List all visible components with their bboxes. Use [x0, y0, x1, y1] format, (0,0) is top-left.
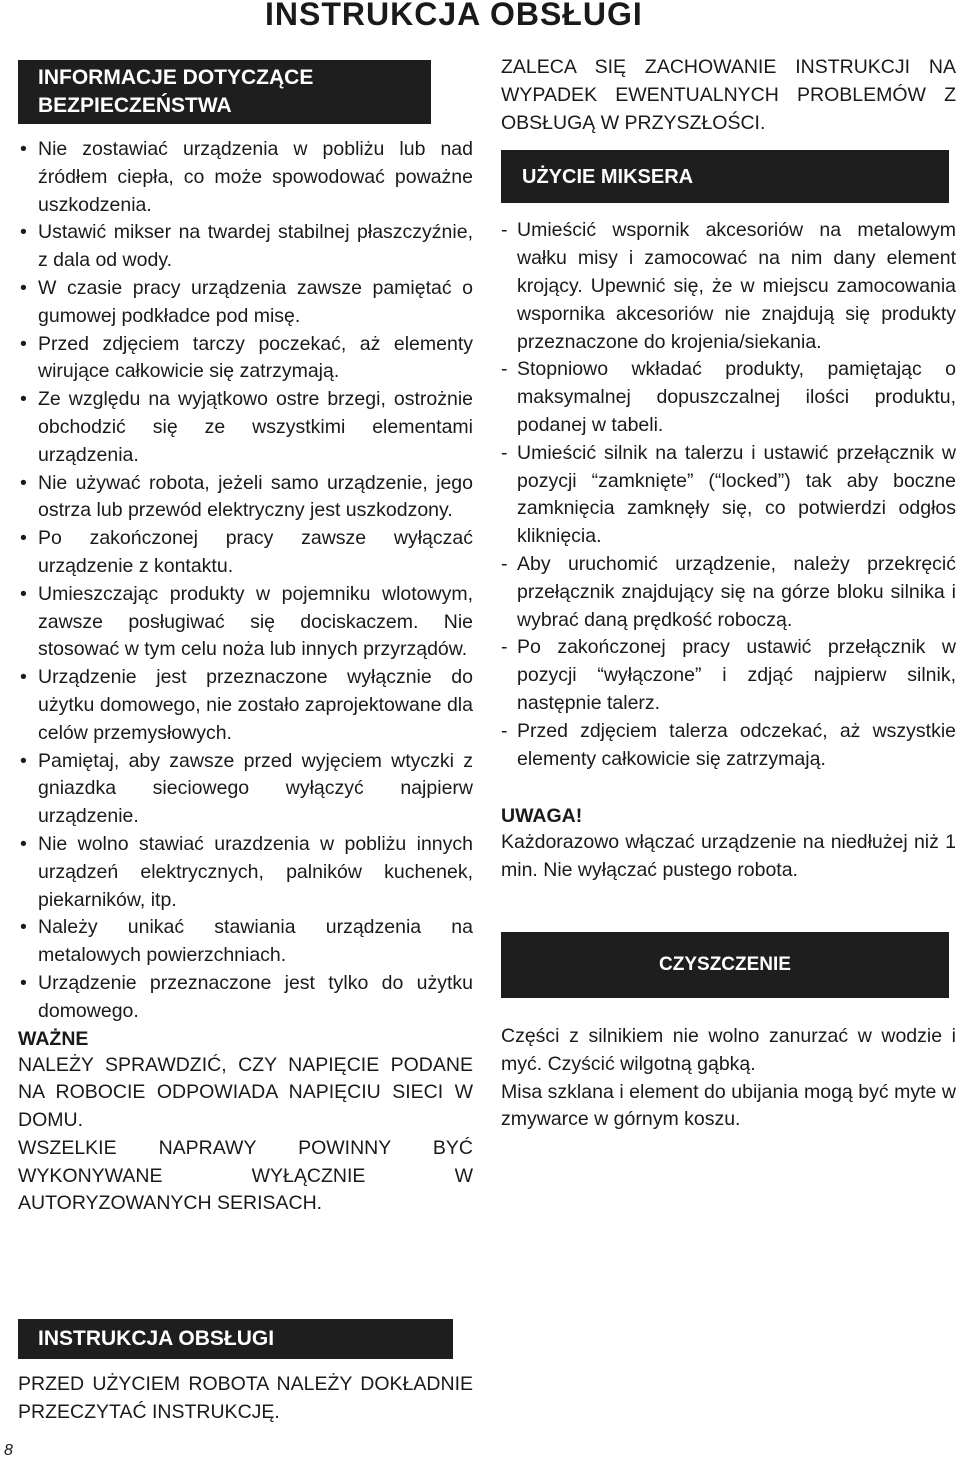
safety-list	[18, 136, 473, 1026]
list-item: • Urządzenie przeznaczone jest tylko do użytku domowego.	[18, 970, 473, 1026]
cleaning-text-motor: Części z silnikiem nie wolno zanurzać w wodzie i myć. Czyścić wilgotną gąbką.	[501, 1024, 956, 1075]
cleaning-text-dishwasher: Misa szklana i element do ubijania mogą być myte w zmywarce w górnym koszu.	[501, 1080, 956, 1131]
list-item: - Po zakończonej pracy ustawić przełącznik w pozycji “wyłączone” i zdjąć najpierw silnik, następnie talerz.	[501, 634, 956, 717]
list-item: • Nie zostawiać urządzenia w pobliżu lub nad źródłem ciepła, co może spowodować poważne uszkodzenia.	[18, 136, 473, 219]
right-column	[501, 54, 956, 1134]
list-item: - Stopniowo wkładać produkty, pamiętając o maksymalnej dopuszczalnej ilości produktu, podanej w tabeli.	[501, 356, 956, 439]
list-item: • Urządzenie jest przeznaczone wyłącznie do użytku domowego, nie zostało zaprojektowane dla celów przemysłowych.	[18, 664, 473, 747]
list-item: • Ze względu na wyjątkowo ostre brzegi, ostrożnie obchodzić się ze wszystkimi elementami urządzenia.	[18, 386, 473, 469]
instructions-heading: INSTRUKCJA OBSŁUGI	[18, 1319, 453, 1359]
warning-text: Każdorazowo włączać urządzenie na niedłużej niż 1 min. Nie wyłączać pustego robota.	[501, 831, 956, 882]
important-label: WAŻNE	[18, 1027, 89, 1050]
important-text-repairs: WSZELKIE NAPRAWY POWINNY BYĆ WYKONYWANE WYŁĄCZNIE W AUTORYZOWANYCH SERISACH.	[18, 1136, 473, 1215]
list-item: - Przed zdjęciem talerza odczekać, aż wszystkie elementy całkowicie się zatrzymają.	[501, 718, 956, 774]
list-item: • Umieszczając produkty w pojemniku wlotowym, zawsze posługiwać się dociskaczem. Nie stosować w tym celu noża lub innych przyrządów.	[18, 581, 473, 664]
page-number: 8	[4, 1442, 13, 1459]
list-item: • Ustawić mikser na twardej stabilnej płaszczyźnie, z dala od wody.	[18, 219, 473, 275]
safety-heading-line2: BEZPIECZEŃSTWA	[38, 94, 232, 117]
list-item: • Należy unikać stawiania urządzenia na metalowych powierzchniach.	[18, 914, 473, 970]
list-item: • Nie używać robota, jeżeli samo urządzenie, jego ostrza lub przewód elektryczny jest uszkodzony.	[18, 470, 473, 526]
list-item: • Nie wolno stawiać urazdzenia w pobliżu innych urządzeń elektrycznych, palników kuchenek, piekarników, itp.	[18, 831, 473, 914]
list-item: - Umieścić wspornik akcesoriów na metalowym wałku misy i zamocować na nim dany element krojący. Upewnić się, że w miejscu zamocowania wspornika akcesoriów nie znajdują się produkty przeznaczone do krojenia/siekania.	[501, 217, 956, 356]
usage-heading: UŻYCIE MIKSERA	[501, 150, 949, 203]
page-title: INSTRUKCJA OBSŁUGI	[265, 0, 643, 32]
right-intro: ZALECA SIĘ ZACHOWANIE INSTRUKCJI NA WYPADEK EWENTUALNYCH PROBLEMÓW Z OBSŁUGĄ W PRZYSZŁOŚCI.	[501, 56, 956, 134]
instructions-text: PRZED UŻYCIEM ROBOTA NALEŻY DOKŁADNIE PRZECZYTAĆ INSTRUKCJĘ.	[18, 1373, 473, 1423]
cleaning-heading-label: CZYSZCZENIE	[659, 953, 791, 975]
important-text-voltage: NALEŻY SPRAWDZIĆ, CZY NAPIĘCIE PODANE NA ROBOCIE ODPOWIADA NAPIĘCIU SIECI W DOMU.	[18, 1053, 473, 1132]
instructions-block	[18, 1319, 473, 1427]
safety-heading-line1: INFORMACJE DOTYCZĄCE	[38, 66, 314, 89]
list-item: - Umieścić silnik na talerzu i ustawić przełącznik w pozycji “zamknięte” (“locked”) tak aby boczne zamknięcia zamknęły się, co potwierdzi odgłos kliknięcia.	[501, 440, 956, 551]
left-column	[18, 60, 473, 1218]
list-item: • Po zakończonej pracy zawsze wyłączać urządzenie z kontaktu.	[18, 525, 473, 581]
list-item: • Pamiętaj, aby zawsze przed wyjęciem wtyczki z gniazdka sieciowego wyłączyć najpierw urządzenie.	[18, 748, 473, 831]
list-item: - Aby uruchomić urządzenie, należy przekręcić przełącznik znajdujący się na górze bloku silnika i wybrać daną prędkość roboczą.	[501, 551, 956, 634]
warning-label: UWAGA!	[501, 805, 583, 828]
safety-heading	[18, 60, 431, 124]
list-item: • W czasie pracy urządzenia zawsze pamiętać o gumowej podkładce pod misę.	[18, 275, 473, 331]
cleaning-heading	[501, 932, 949, 998]
list-item: • Przed zdjęciem tarczy poczekać, aż elementy wirujące całkowicie się zatrzymają.	[18, 331, 473, 387]
usage-list	[501, 217, 956, 773]
